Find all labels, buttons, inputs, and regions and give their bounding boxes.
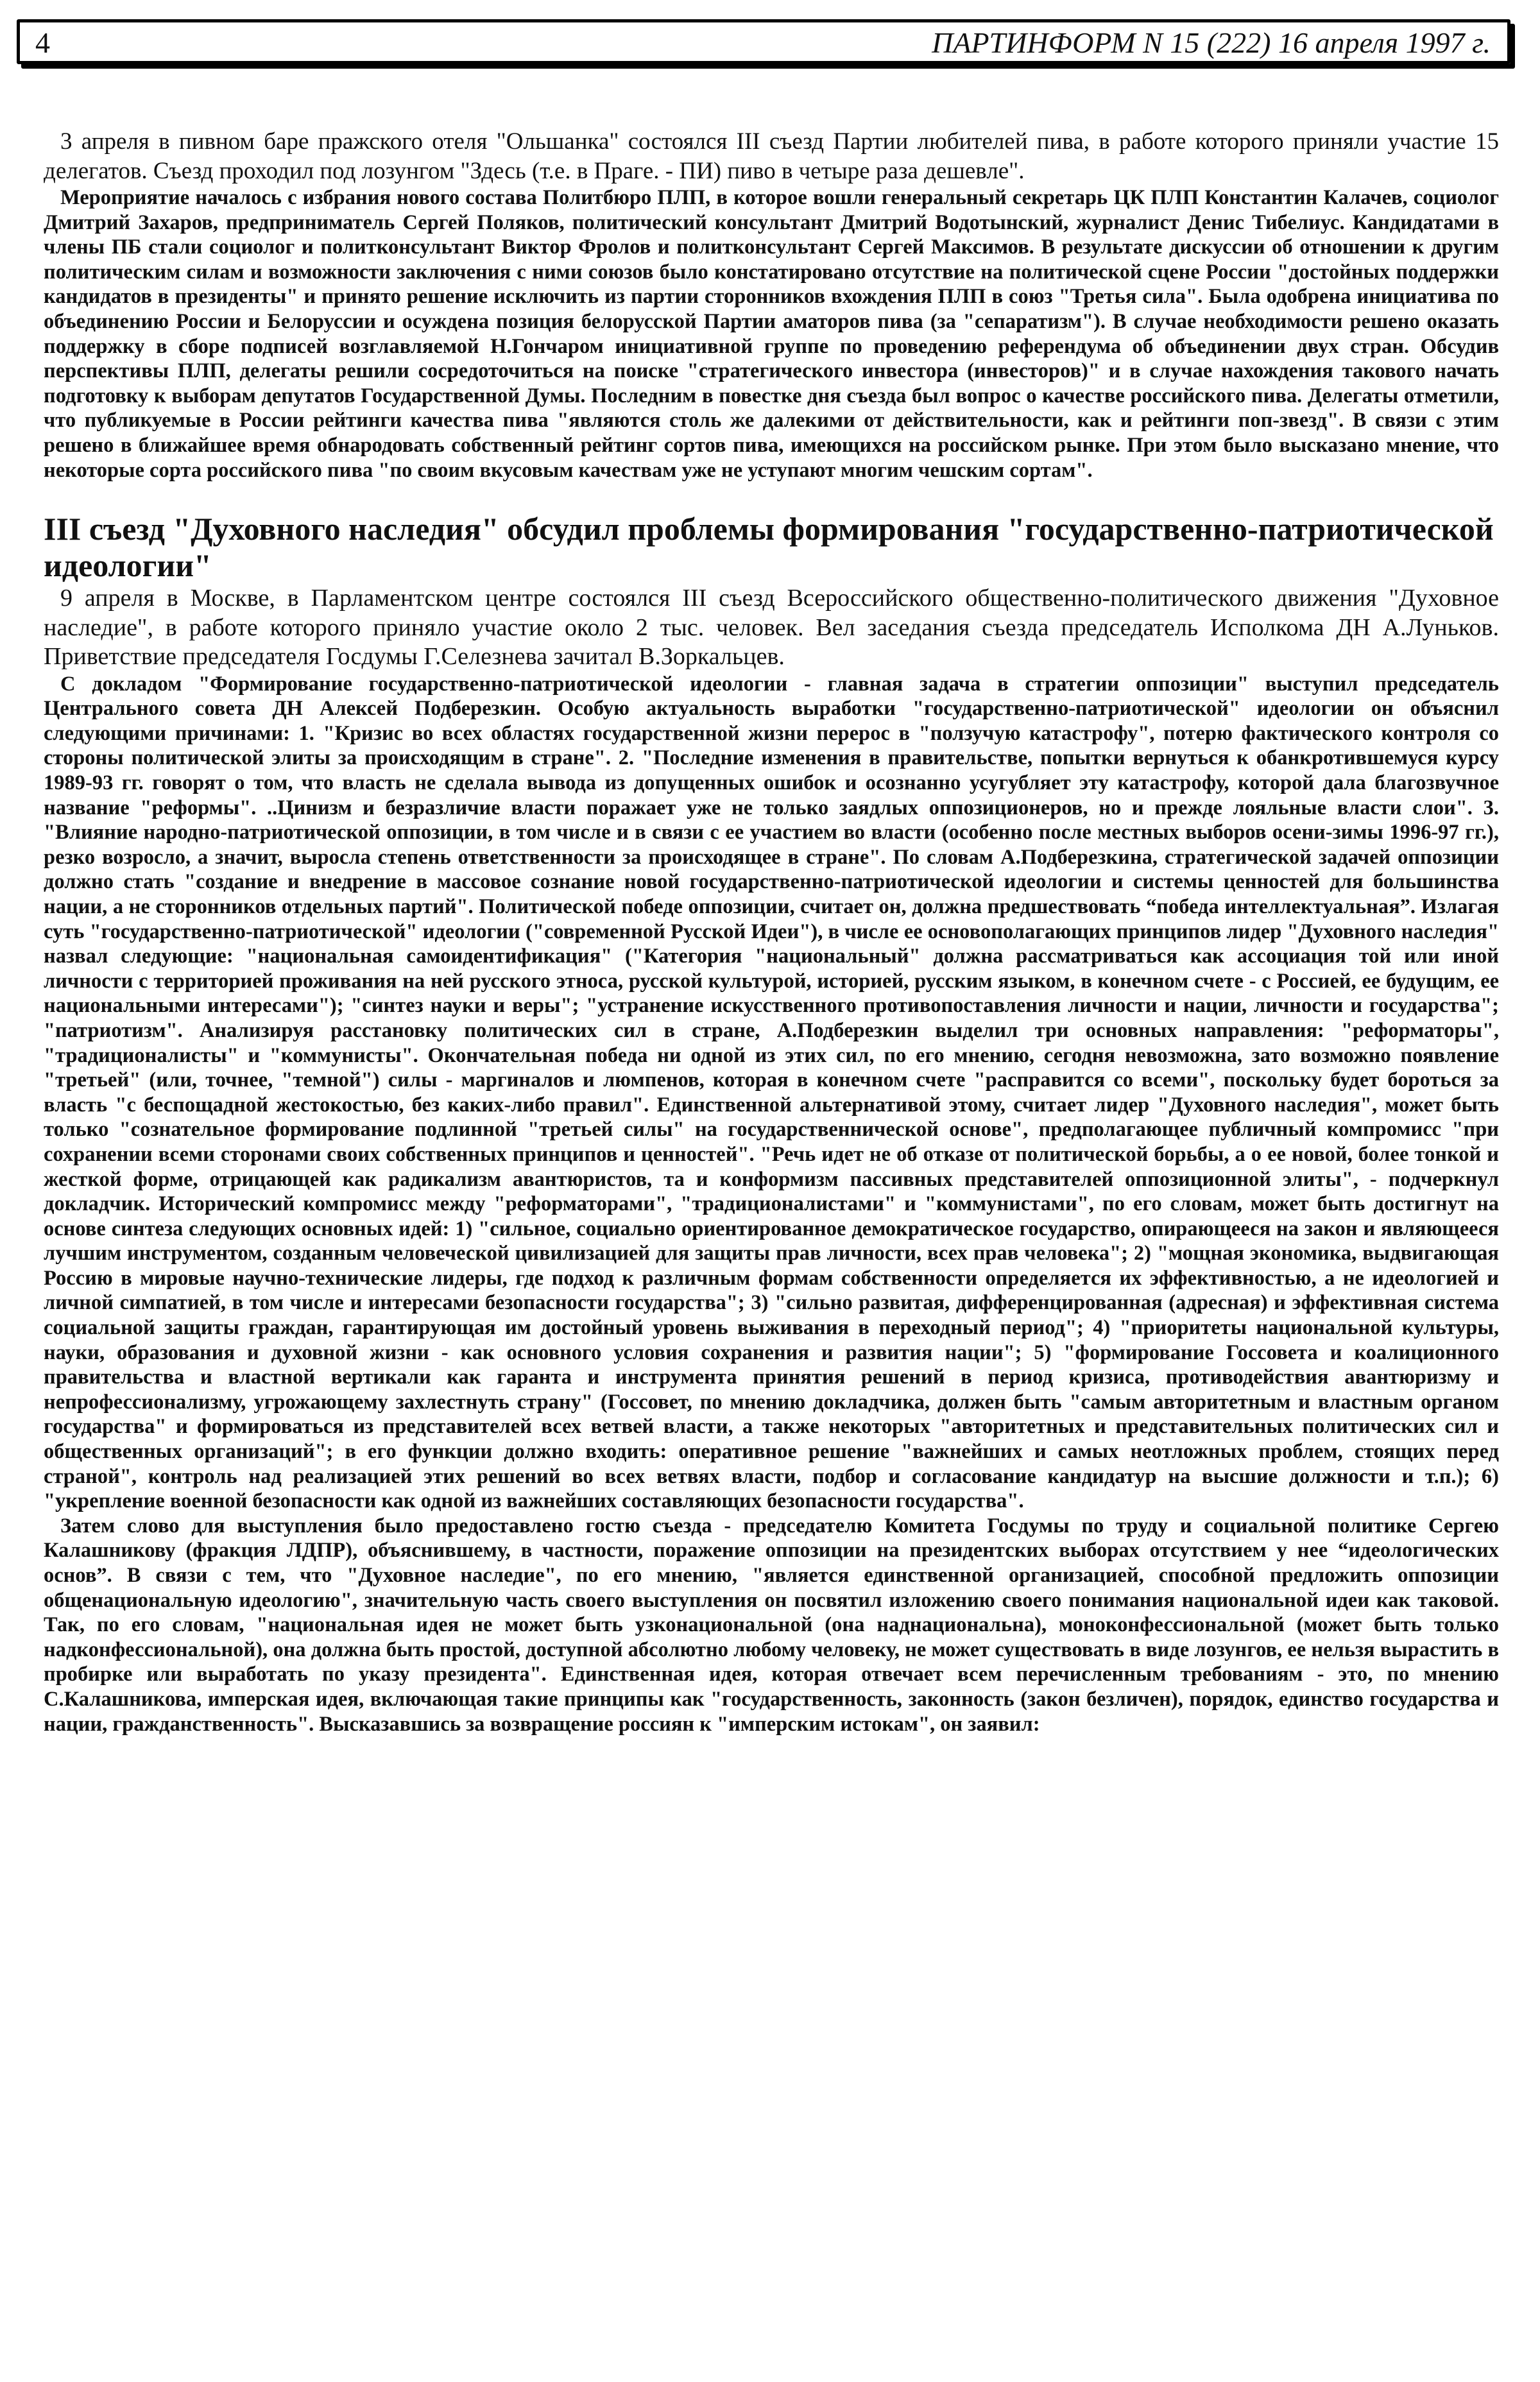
article-heritage-title: III съезд "Духовного наследия" обсудил проблемы формирования "государственно-патриотической идеологии" <box>44 511 1494 584</box>
page-content <box>44 127 1499 1736</box>
article-beer-party-body: Мероприятие началось с избрания нового состава Политбюро ПЛП, в которое вошли генеральный секретарь ЦК ПЛП Константин Калачев, социолог Дмитрий Захаров, предприниматель Сергей Поляков, политический консультант Дмитрий Водотынский, журналист Денис Тибелиус. Кандидатами в члены ПБ стали социолог и политконсультант Виктор Фролов и политконсультант Сергей Максимов. В результате дискуссии об отношении к другим политическим силам и возможности заключения с ними союзов было констатировано отсутствие на политической сцене России "достойных поддержки кандидатов в президенты" и принято решение исключить из партии сторонников вхождения ПЛП в союз "Третья сила". Была одобрена инициатива по объединению России и Белоруссии и осуждена позиция белорусской Партии аматоров пива (за "сепаратизм"). В случае необходимости решено оказать поддержку в сборе подписей возглавляемой Н.Гончаром инициативной группе по проведению референдума об объединении двух стран. Обсудив перспективы ПЛП, делегаты решили сосредоточиться на поиске "стратегического инвестора (инвесторов)" и в случае нахождения такового начать подготовку к выборам депутатов Государственной Думы. Последним в повестке дня съезда был вопрос о качестве российского пива. Делегаты отметили, что публикуемые в России рейтинги качества пива "являются столь же далекими от действительности, как и рейтинги поп-звезд". В связи с этим решено в ближайшее время обнародовать собственный рейтинг сортов пива, имеющихся на российском рынке. При этом было высказано мнение, что некоторые сорта российского пива "по своим вкусовым качествам уже не уступают многим чешским сортам". <box>44 186 1499 482</box>
issue-info: ПАРТИНФОРМ N 15 (222) 16 апреля 1997 г. <box>932 26 1491 59</box>
article-heritage-body-2: Затем слово для выступления было предоставлено гостю съезда - председателю Комитета Госдумы по труду и социальной политике Сергею Калашникову (фракция ЛДПР), объяснившему, в частности, поражение оппозиции на президентских выборах отсутствием у нее “идеологических основ”. В связи с тем, что "Духовное наследие", по его мнению, "является единственной организацией, способной предложить оппозиции общенациональную идеологию", значительную часть своего выступления он посвятил изложению своего понимания национальной идеи как таковой. Так, по его словам, "национальная идея не может быть узконациональной (она наднациональна), моноконфессиональной (может быть только надконфессиональной), она должна быть простой, доступной абсолютно любому человеку, не может существовать в виде лозунгов, ее нельзя вырастить в пробирке или выработать по указу президента". Единственная идея, которая отвечает всем перечисленным требованиям - это, по мнению С.Калашникова, имперская идея, включающая такие принципы как "государственность, законность (закон безличен), порядок, единство государства и нации, гражданственность". Высказавшись за возвращение россиян к "имперским истокам", он заявил: <box>44 1514 1499 1736</box>
page-number: 4 <box>35 26 50 59</box>
article-beer-party-intro: 3 апреля в пивном баре пражского отеля "Ольшанка" состоялся III съезд Партии любителей пива, в работе которого приняли участие 15 делегатов. Съезд проходил под лозунгом "Здесь (т.е. в Праге. - ПИ) пиво в четыре раза дешевле". <box>44 128 1499 184</box>
article-heritage-body-1: С докладом "Формирование государственно-патриотической идеологии - главная задача в стратегии оппозиции" выступил председатель Центрального совета ДН Алексей Подберезкин. Особую актуальность выработки "государственно-патриотической" идеологии он объяснил следующими причинами: 1. "Кризис во всех областях государственной жизни перерос в "ползучую катастрофу", потерю фактического контроля со стороны политической элиты за происходящим в стране". 2. "Последние изменения в правительстве, попытки вернуться к обанкротившемуся курсу 1989-93 гг. говорят о том, что власть не сделала вывода из допущенных ошибок и осознанно усугубляет эту катастрофу, которой дала благозвучное название "реформы". ..Цинизм и безразличие власти поражает уже не только заядлых оппозиционеров, но и прежде лояльные власти слои". 3. "Влияние народно-патриотической оппозиции, в том числе и в связи с ее участием во власти (особенно после местных выборов осени-зимы 1996-97 гг.), резко возросло, а значит, выросла степень ответственности за происходящее в стране". По словам А.Подберезкина, стратегической задачей оппозиции должно стать "создание и внедрение в массовое сознание новой государственно-патриотической идеологии и системы ценностей для большинства нации, а не сторонников отдельных партий". Политической победе оппозиции, считает он, должна предшествовать “победа интеллектуальная”. Излагая суть "государственно-патриотической" идеологии ("современной Русской Идеи"), в числе ее основополагающих принципов лидер "Духовного наследия" назвал следующие: "национальная самоидентификация" ("Категория "национальный" должна рассматриваться как ассоциация той или иной личности с территорией проживания на ней русского этноса, русской культурой, историей, русским языком, в конечном счете - с Россией, ее будущим, ее национальными интересами"); "синтез науки и веры"; "устранение искусственного противопоставления личности и нации, личности и государства"; "патриотизм". Анализируя расстановку политических сил в стране, А.Подберезкин выделил три основных направления: "реформаторы", "традиционалисты" и "коммунисты". Окончательная победа ни одной из этих сил, по его мнению, сегодня невозможна, зато возможно появление "третьей" (или, точнее, "темной") силы - маргиналов и люмпенов, которая в конечном счете "расправится со всеми", поскольку будет бороться за власть "с беспощадной жестокостью, без каких-либо правил". Единственной альтернативой этому, считает лидер "Духовного наследия", может быть только "сознательное формирование подлинной "третьей силы" на государственнической основе", предполагающее публичный компромисс "при сохранении всеми сторонами своих собственных принципов и ценностей". "Речь идет не об отказе от политической борьбы, а о ее новой, более тонкой и жесткой форме, отрицающей как радикализм авантюристов, та и конформизм пассивных представителей оппозиционной элиты", - подчеркнул докладчик. Исторический компромисс между "реформаторами", "традиционалистами" и "коммунистами", по его словам, может быть достигнут на основе синтеза следующих основных идей: 1) "сильное, социально ориентированное демократическое государство, опирающееся на закон и являющееся лучшим инструментом, созданным человеческой цивилизацией для защиты прав личности, всех прав человека"; 2) "мощная экономика, выдвигающая Россию в мировые научно-технические лидеры, где подход к различным формам собственности определяется их эффективностью, а не идеологией и личной симпатией, в том числе и интересами безопасности государства"; 3) "сильно развитая, дифференцированная (адресная) и эффективная система социальной защиты граждан, гарантирующая им достойный уровень выживания в переходный период"; 4) "приоритеты национальной культуры, науки, образования и духовной жизни - как основного условия сохранения и развития нации"; 5) "формирование Госсовета и коалиционного правительства и властной вертикали как гаранта и инструмента принятия решений в период кризиса, противодействия авантюризму и непрофессионализму, угрожающему захлестнуть страну" (Госсовет, по мнению докладчика, должен быть "самым авторитетным и властным органом государства" и формироваться из представителей всех ветвей власти, а также некоторых "авторитетных и представительных политических сил и общественных организаций"; в его функции должно входить: оперативное решение "важнейших и самых неотложных проблем, стоящих перед страной", контроль над реализацией этих решений во всех ветвях власти, подбор и согласование кандидатур на высшие должности и т.п.); 6) "укрепление военной безопасности как одной из важнейших составляющих безопасности государства". <box>44 672 1499 1513</box>
article-heritage-lead: 9 апреля в Москве, в Парламентском центре состоялся III съезд Всероссийского общественно-политического движения "Духовное наследие", в работе которого приняло участие около 2 тыс. человек. Вел заседания съезда председатель Исполкома ДН А.Луньков. Приветствие председателя Госдумы Г.Селезнева зачитал В.Зоркальцев. <box>44 585 1499 671</box>
page-header <box>17 19 1510 64</box>
